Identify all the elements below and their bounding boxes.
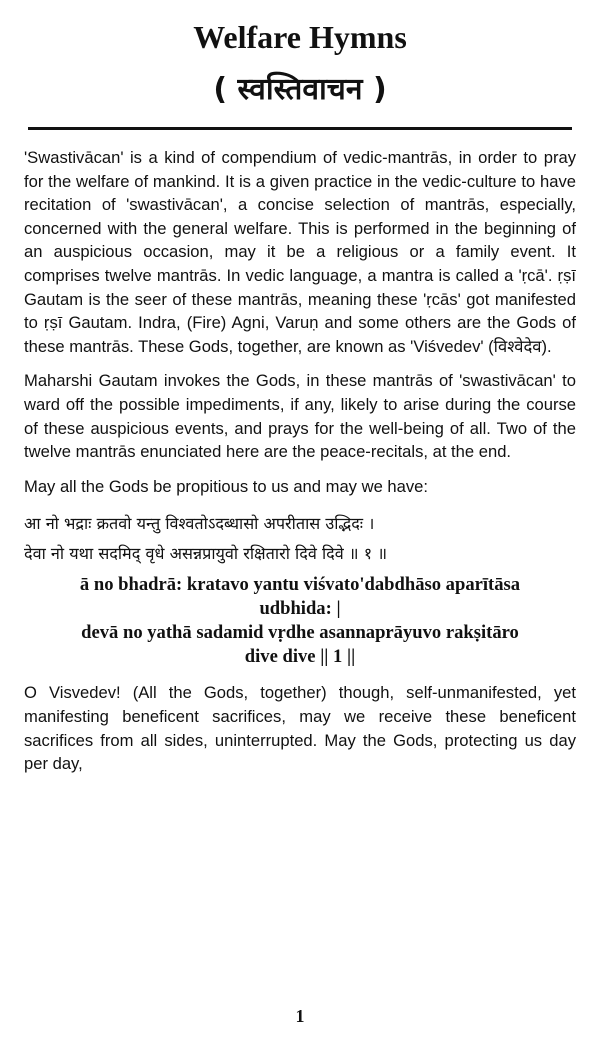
transliteration-line-1: ā no bhadrā: kratavo yantu viśvato'dabdhāso aparītāsa [79, 574, 521, 596]
page-number: 1 [295, 1006, 305, 1026]
title-divider [28, 127, 572, 130]
paragraph-invocation: Maharshi Gautam invokes the Gods, in these mantrās of 'swastivācan' to ward off the possible impediments, if any, likely to arise during the course of these auspicious events, and prays for the well-being of all. Two of the twelve mantrās enunciated here are the peace-recitals, at the end. [24, 371, 576, 462]
page-subtitle-devanagari: ( स्वस्तिवाचन ) [213, 72, 387, 107]
mantra-devanagari [24, 509, 576, 569]
paragraph-introduction: 'Swastivācan' is a kind of compendium of vedic-mantrās, in order to pray for the welfare of mankind. It is a given practice in the vedic-culture to have recitation of 'swastivācan', a concise selection of mantrās, especially, concerned with the general welfare. This is performed in the beginning of an auspicious occasion, may it be a religious or a family event. It comprises twelve mantrās. In vedic language, a mantra is called a 'ṛcā'. ṛṣī Gautam is the seer of these mantrās, meaning these 'ṛcās' got manifested to ṛṣī Gautam. Indra, (Fire) Agni, Varuṇ and some others are the Gods of these mantrās. These Gods, together, are known as 'Viśvedev' (विश्वेदेव). [24, 148, 576, 356]
transliteration-line-2: udbhida: | [259, 598, 341, 620]
paragraph-prayer-lead: May all the Gods be propitious to us and may we have: [24, 476, 429, 496]
mantra-transliteration [24, 573, 576, 669]
transliteration-line-3: devā no yathā sadamid vṛdhe asannaprāyuvo rakṣitāro [81, 622, 519, 644]
body-text [24, 146, 576, 787]
mantra-line-2: देवा नो यथा सदमिद् वृधे असन्नप्रायुवो रक्षितारो दिवे दिवे ॥ १ ॥ [24, 544, 388, 564]
mantra-line-1: आ नो भद्राः क्रतवो यन्तु विश्वतोऽदब्धासो अपरीतास उद्भिदः । [24, 514, 375, 534]
page-title: Welfare Hymns [193, 19, 407, 55]
paragraph-translation: O Visvedev! (All the Gods, together) though, self-unmanifested, yet manifesting beneficent sacrifices, may we receive these beneficent sacrifices from all sides, uninterrupted. May the Gods, protecting us day per day, [24, 683, 576, 774]
transliteration-line-4: dive dive || 1 || [244, 646, 356, 668]
